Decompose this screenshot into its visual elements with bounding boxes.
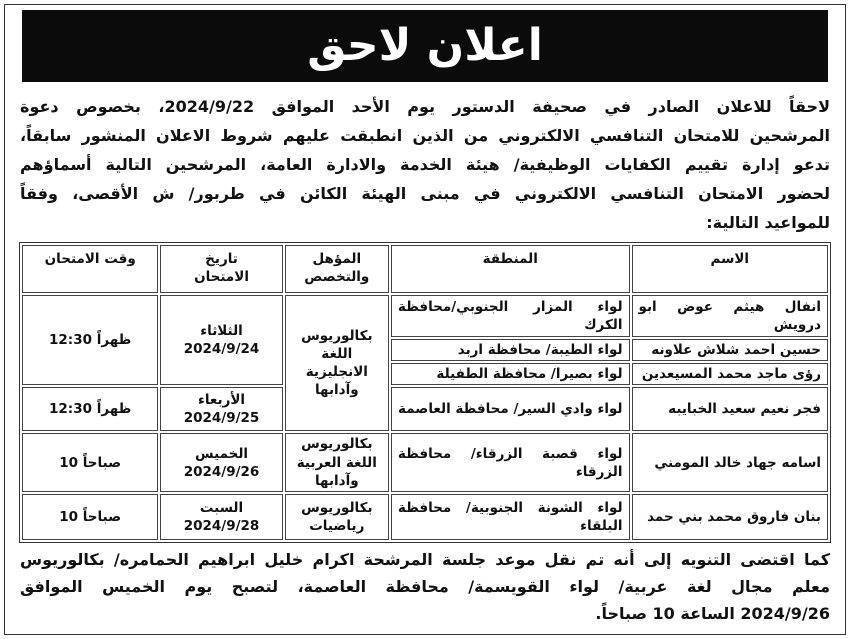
exam-date-cell [160,295,282,385]
exam-day: السبت [199,499,244,516]
candidate-region: لواء قصبة الزرقاء/ محافظة الزرقاء [391,433,630,492]
qualification-cell: بكالوريوس اللغة الانجليزية وآدابها [285,295,389,431]
candidate-name: فجر نعيم سعيد الخبايبه [632,387,828,431]
footer-line: كما اقتضى التنويه إلى أنه تم نقل موعد جلسة المرشحة اكرام خليل ابراهيم الحمامره/ بكالوريوس [20,550,830,569]
intro-paragraph [20,92,830,237]
exam-date-cell [160,494,282,540]
exam-day: الأربعاء [197,392,246,409]
header-qualification-label: المؤهل والتخصص [304,251,370,286]
exam-day: الثلاثاء [200,323,243,339]
exam-date: 2024/9/28 [183,518,260,535]
candidate-region: لواء بصيرا/ محافظة الطفيلة [391,363,630,385]
candidate-region: لواء الشونة الجنوبية/ محافظة البلقاء [391,494,630,540]
candidate-name: انفال هيثم عوض ابو درويش [632,295,828,337]
exam-date: 2024/9/26 [183,463,260,480]
candidate-name: اسامه جهاد خالد المومني [632,433,828,492]
candidate-region: لواء المزار الجنوبي/محافظة الكرك [391,295,630,337]
intro-line: المرشحين للامتحان التنافسي الالكتروني من الذين انطبقت عليهم شروط الاعلان المنشور سابقاً، [20,126,830,145]
intro-line: لاحقاً للاعلان الصادر في صحيفة الدستور يوم الأحد الموافق 2024/9/22، بخصوص دعوة [20,97,830,116]
exam-time-cell: 12:30 ظهراً [22,295,158,385]
table-row [22,494,828,540]
table-row [22,387,828,431]
exam-day: الخميس [194,445,249,462]
header-exam-date [160,245,282,293]
footer-note [20,546,830,627]
candidate-name: رؤى ماجد محمد المسيعدين [632,363,828,385]
header-name: الاسم [632,245,828,293]
candidate-region: لواء الطيبة/ محافظة اربد [391,339,630,361]
qualification-cell: بكالوريوس اللغة العربية وآدابها [285,433,389,492]
table-header-row [22,245,828,293]
table-row [22,433,828,492]
table-row [22,295,828,337]
header-qualification [285,245,389,293]
exam-time-cell: 12:30 ظهراً [22,387,158,431]
exam-date-cell [160,387,282,431]
intro-line: تدعو إدارة تقييم الكفايات الوظيفية/ هيئة الخدمة والادارة العامة، المرشحين التالية أسماؤهم [20,155,830,174]
header-region: المنطقة [391,245,630,293]
candidate-region: لواء وادي السير/ محافظة العاصمة [391,387,630,431]
exam-date: 2024/9/25 [183,410,260,427]
exam-schedule-table [19,242,831,543]
announcement-title: اعلان لاحق [22,10,828,82]
candidate-name: بنان فاروق محمد بني حمد [632,494,828,540]
header-exam-date-label: تاريخ الامتحان [194,251,249,286]
exam-time-cell: 10 صباحاً [22,494,158,540]
footer-line: 2024/9/26 الساعة 10 صباحاً. [595,604,830,623]
candidate-name: حسين احمد شلاش علاونه [632,339,828,361]
exam-date: 2024/9/24 [183,341,260,358]
footer-line: معلم مجال لغة عربية/ لواء القويسمة/ محافظة العاصمة، لتصبح يوم الخميس الموافق [20,577,830,596]
exam-date-cell [160,433,282,492]
header-exam-time: وقت الامتحان [22,245,158,293]
exam-time-cell: 10 صباحاً [22,433,158,492]
qualification-cell: بكالوريوس رياضيات [285,494,389,540]
intro-line: للمواعيد التالية: [706,213,830,232]
intro-line: لحضور الامتحان التنافسي الالكتروني في مبنى الهيئة الكائن في طربور/ ش الأقصى، وفقاً [20,184,830,203]
